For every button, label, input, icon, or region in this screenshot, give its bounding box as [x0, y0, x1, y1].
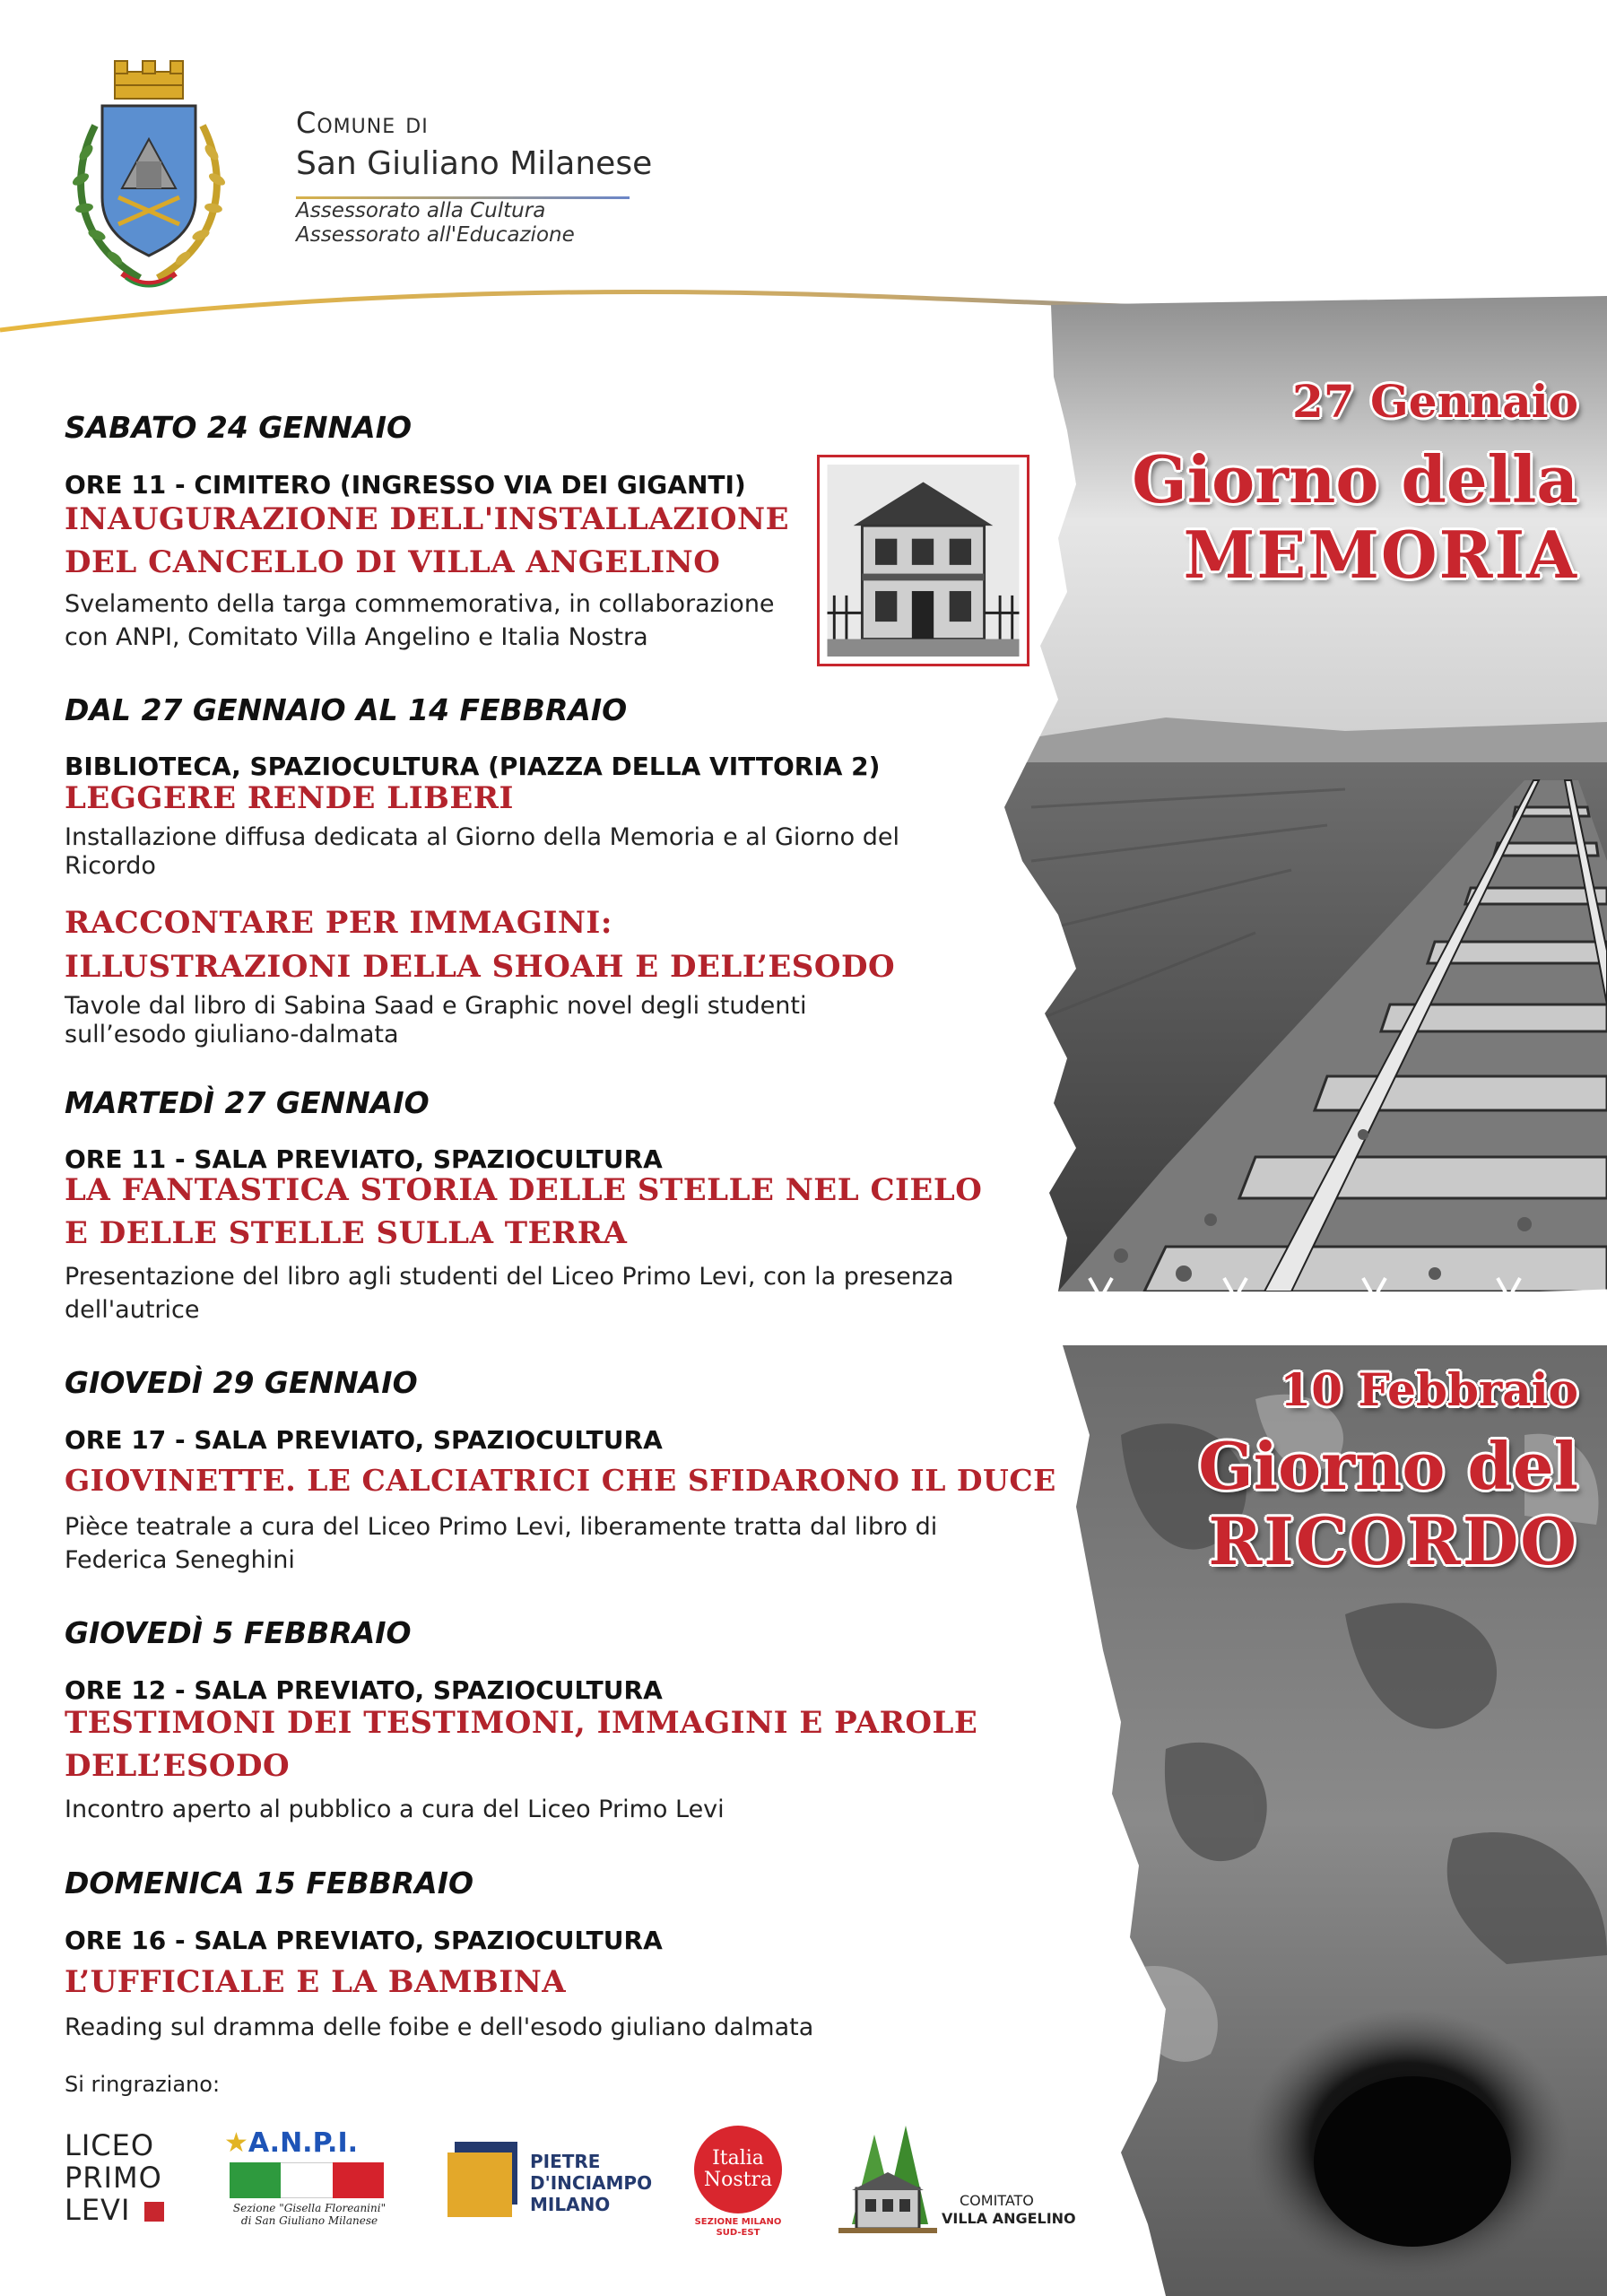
pietre-line: PIETRE — [530, 2151, 601, 2172]
thanks-label: Si ringraziano: — [65, 2072, 221, 2097]
ricordo-date: 10 Febbraio — [1280, 1363, 1578, 1416]
event-title: DELL’ESODO — [65, 1748, 291, 1784]
event-meta: ORE 17 - SALA PREVIATO, SPAZIOCULTURA — [65, 1425, 663, 1455]
ricordo-line3: RICORDO — [1208, 1503, 1578, 1579]
ricordo-line2: Giorno del — [1198, 1428, 1578, 1504]
comitato-villa-angelino-logo — [834, 2117, 1076, 2242]
event-meta: BIBLIOTECA, SPAZIOCULTURA (PIAZZA DELLA VITTORIA 2) — [65, 752, 881, 781]
event-description: Federica Seneghini — [65, 1546, 295, 1574]
date-heading: MARTEDÌ 27 GENNAIO — [65, 1085, 430, 1120]
memoria-date: 27 Gennaio — [1292, 375, 1578, 428]
event-title: GIOVINETTE. LE CALCIATRICI CHE SFIDARONO IL DUCE — [65, 1463, 1056, 1498]
event-meta: ORE 16 - SALA PREVIATO, SPAZIOCULTURA — [65, 1926, 663, 1955]
memoria-line3: MEMORIA — [1183, 517, 1578, 593]
italia-nostra-circle-icon — [694, 2126, 782, 2213]
pietre-line: MILANO — [530, 2194, 611, 2215]
comitato-line: VILLA ANGELINO — [942, 2210, 1076, 2227]
star-icon: ★ — [224, 2127, 248, 2159]
event-title: DEL CANCELLO DI VILLA ANGELINO — [65, 544, 721, 580]
event-title: E DELLE STELLE SULLA TERRA — [65, 1215, 628, 1251]
assessorato-educazione: Assessorato all'Educazione — [296, 223, 575, 247]
stone-icon — [444, 2136, 525, 2226]
event-meta: ORE 12 - SALA PREVIATO, SPAZIOCULTURA — [65, 1675, 663, 1705]
italia-nostra-logo — [689, 2126, 787, 2242]
event-title: L’UFFICIALE E LA BAMBINA — [65, 1964, 567, 2000]
event-meta: ORE 11 - SALA PREVIATO, SPAZIOCULTURA — [65, 1144, 663, 1174]
event-meta: ORE 11 - CIMITERO (INGRESSO VIA DEI GIGANTI) — [65, 470, 746, 500]
event-description: Tavole dal libro di Sabina Saad e Graphic novel degli studenti — [65, 992, 807, 1020]
event-description: Reading sul dramma delle foibe e dell'esodo giuliano dalmata — [65, 2013, 814, 2041]
sponsor-logos — [54, 2117, 1076, 2251]
villa-tree-icon — [834, 2117, 942, 2242]
event-description: Incontro aperto al pubblico a cura del Liceo Primo Levi — [65, 1796, 725, 1823]
event-title: LEGGERE RENDE LIBERI — [65, 780, 514, 816]
liceo-primo-levi-logo — [65, 2129, 177, 2230]
comune-name: San Giuliano Milanese — [296, 145, 653, 182]
memoria-line2: Giorno della — [1132, 441, 1578, 517]
liceo-line: LEVI — [65, 2193, 131, 2227]
anpi-name: A.N.P.I. — [248, 2127, 359, 2159]
date-heading: GIOVEDÌ 29 GENNAIO — [65, 1365, 418, 1400]
event-description: con ANPI, Comitato Villa Angelino e Italia Nostra — [65, 623, 648, 651]
italia-sub: SEZIONE MILANO — [694, 2217, 782, 2227]
anpi-logo — [224, 2127, 395, 2244]
italia-sub: SUD-EST — [716, 2228, 760, 2238]
event-description: Installazione diffusa dedicata al Giorno della Memoria e al Giorno del — [65, 823, 899, 851]
event-title: LA FANTASTICA STORIA DELLE STELLE NEL CIELO — [65, 1172, 983, 1208]
event-title: INAUGURAZIONE DELL'INSTALLAZIONE — [65, 501, 790, 537]
event-description: Pièce teatrale a cura del Liceo Primo Levi, liberamente tratta dal libro di — [65, 1513, 938, 1541]
event-description: dell'autrice — [65, 1296, 200, 1324]
date-heading: GIOVEDÌ 5 FEBBRAIO — [65, 1615, 412, 1650]
event-description: Svelamento della targa commemorativa, in collaborazione — [65, 590, 775, 618]
italia-line: Italia — [712, 2147, 764, 2170]
assessorato-cultura: Assessorato alla Cultura — [296, 199, 546, 222]
comitato-line: COMITATO — [960, 2192, 1034, 2209]
event-description: Ricordo — [65, 852, 156, 880]
villa-angelino-photo — [817, 455, 1029, 666]
anpi-sub1: Sezione "Gisella Floreanini" — [232, 2202, 387, 2214]
event-description: sull’esodo giuliano-dalmata — [65, 1021, 399, 1048]
date-heading: SABATO 24 GENNAIO — [65, 410, 413, 445]
event-title: ILLUSTRAZIONI DELLA SHOAH E DELL’ESODO — [65, 949, 896, 985]
event-title: TESTIMONI DEI TESTIMONI, IMMAGINI E PAROLE — [65, 1705, 978, 1741]
date-heading: DAL 27 GENNAIO AL 14 FEBBRAIO — [65, 692, 628, 727]
liceo-square-icon — [144, 2202, 164, 2222]
event-description: Presentazione del libro agli studenti del Liceo Primo Levi, con la presenza — [65, 1263, 954, 1291]
pietre-line: D'INCIAMPO — [530, 2172, 653, 2194]
pietre-inciampo-logo — [444, 2136, 653, 2226]
italia-line: Nostra — [703, 2169, 773, 2191]
comune-label: Comune di — [296, 106, 429, 140]
anpi-flag-icon — [230, 2162, 384, 2198]
villa-house-icon — [827, 465, 1020, 657]
event-title: RACCONTARE PER IMMAGINI: — [65, 905, 612, 941]
anpi-sub2: di San Giuliano Milanese — [240, 2214, 378, 2227]
liceo-line: LICEO — [65, 2128, 155, 2162]
liceo-line: PRIMO — [65, 2161, 162, 2195]
date-heading: DOMENICA 15 FEBBRAIO — [65, 1866, 474, 1900]
